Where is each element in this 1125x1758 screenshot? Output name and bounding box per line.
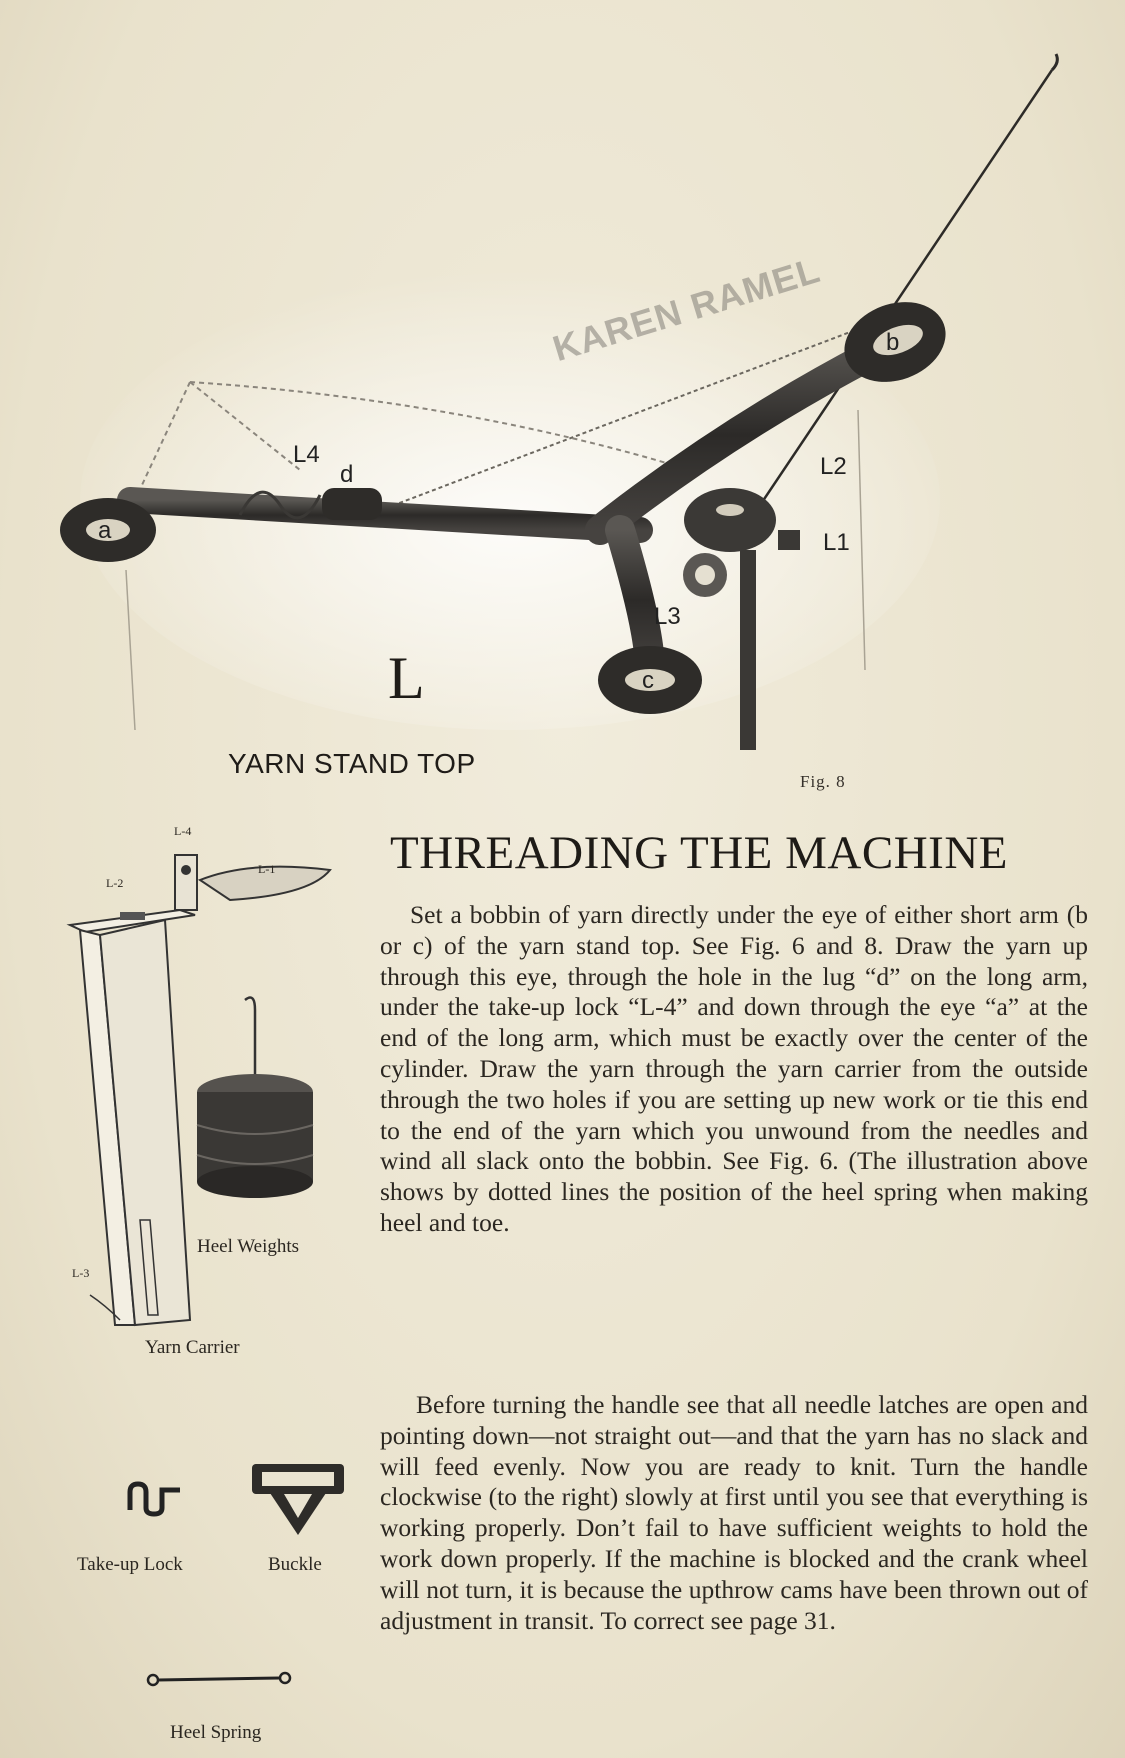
buckle-caption: Buckle (268, 1554, 322, 1575)
buckle-illustration (248, 1460, 348, 1540)
yarn-stand-top-illustration (40, 30, 1100, 750)
heel-spring-caption: Heel Spring (170, 1722, 262, 1743)
takeup-lock-caption: Take-up Lock (77, 1554, 183, 1575)
section-heading: THREADING THE MACHINE (390, 827, 1008, 879)
paragraph-before-turning: Before turning the handle see that all needle latches are open and pointing down—not straight out—and that the yarn has no slack and will feed evenly. Now you are ready to knit. Turn the handle clockwise (to the right) slowly at first until you see that everything is working properly. Don’t fail to have sufficient weights to hold the work down properly. If the machine is blocked and the crank wheel will not turn, it is because the upthrow cams have been thrown out of adjustment in transit. To correct see page 31. (380, 1390, 1088, 1635)
figure-caption: YARN STAND TOP (228, 748, 476, 779)
paragraph-threading: Set a bobbin of yarn directly under the eye of either short arm (b or c) of the yarn stand top. See Fig. 6 and 8. Draw the yarn up through this eye, through the hole in the lug “d” on the long arm, under the take-up lock “L-4” and down through the eye “a” at the end of the long arm, which must be exactly over the center of the cylinder. Draw the yarn through the yarn carrier from the outside through the two holes if you are setting up new work or tie this end to the end of the yarn which you unwound from the needles and wind all slack onto the bobbin. See Fig. 6. (The illustration above shows by dotted lines the position of the heel spring when making heel and toe. (380, 900, 1088, 1237)
figure-number: Fig. 8 (800, 772, 846, 791)
yarn-carrier-label-l4: L-4 (174, 824, 192, 838)
watermark: KAREN RAMEL (548, 249, 825, 370)
label-b: b (886, 329, 900, 356)
yarn-carrier-label-l3: L-3 (72, 1266, 90, 1280)
yarn-carrier-label-l2: L-2 (106, 876, 124, 890)
label-l1: L1 (823, 529, 850, 556)
label-l2: L2 (820, 453, 847, 480)
yarn-carrier-label-l1: L-1 (258, 862, 276, 876)
label-c: c (642, 667, 654, 694)
heel-weights-illustration (190, 985, 320, 1215)
label-a: a (98, 517, 112, 544)
takeup-lock-illustration (125, 1480, 185, 1520)
heel-weights-caption: Heel Weights (197, 1236, 300, 1257)
label-d: d (340, 461, 354, 488)
label-l4: L4 (293, 441, 320, 468)
label-l3: L3 (654, 603, 681, 630)
heel-spring-illustration (145, 1668, 295, 1692)
label-big-l: L (388, 645, 425, 711)
yarn-carrier-caption: Yarn Carrier (145, 1337, 240, 1358)
